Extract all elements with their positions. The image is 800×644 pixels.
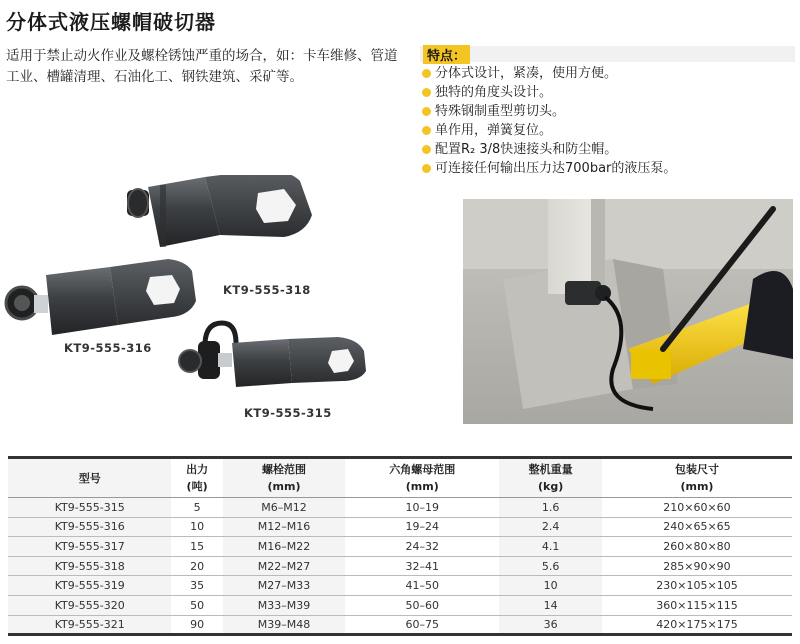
cell-bolt-range: M16–M22: [223, 537, 345, 557]
table-row: [8, 615, 792, 635]
cell-weight: 10: [499, 576, 602, 596]
feature-item: 独特的角度头设计。: [420, 83, 795, 102]
cell-force: 35: [171, 576, 222, 596]
cell-nut-range: 19–24: [345, 517, 499, 537]
cell-package-size: 360×115×115: [602, 595, 792, 615]
feature-item: 配置R₂ 3/8快速接头和防尘帽。: [420, 140, 795, 159]
table-row: [8, 517, 792, 537]
cell-nut-range: 60–75: [345, 615, 499, 635]
table-row: [8, 498, 792, 518]
cell-model: KT9-555-317: [8, 537, 171, 557]
tool-image-315: [179, 323, 366, 387]
table-row: [8, 576, 792, 596]
cell-package-size: 230×105×105: [602, 576, 792, 596]
cell-force: 5: [171, 498, 222, 518]
cell-bolt-range: M22–M27: [223, 556, 345, 576]
features-box: [420, 46, 795, 178]
cell-nut-range: 41–50: [345, 576, 499, 596]
cell-force: 10: [171, 517, 222, 537]
cell-model: KT9-555-316: [8, 517, 171, 537]
feature-item: 可连接任何输出压力达700bar的液压泵。: [420, 159, 795, 178]
cell-bolt-range: M27–M33: [223, 576, 345, 596]
cell-weight: 14: [499, 595, 602, 615]
cell-weight: 5.6: [499, 556, 602, 576]
cell-nut-range: 32–41: [345, 556, 499, 576]
features-list: [420, 64, 795, 178]
cell-force: 15: [171, 537, 222, 557]
cell-model: KT9-555-320: [8, 595, 171, 615]
table-header-row: [8, 458, 792, 498]
cell-model: KT9-555-315: [8, 498, 171, 518]
cell-bolt-range: M12–M16: [223, 517, 345, 537]
col-header-nut-range: 六角螺母范围 (mm): [345, 458, 499, 498]
spec-table: [8, 456, 792, 636]
cell-nut-range: 10–19: [345, 498, 499, 518]
cell-bolt-range: M33–M39: [223, 595, 345, 615]
cell-package-size: 240×65×65: [602, 517, 792, 537]
feature-item: 单作用，弹簧复位。: [420, 121, 795, 140]
col-header-bolt-range: 螺栓范围 (mm): [223, 458, 345, 498]
cell-nut-range: 50–60: [345, 595, 499, 615]
cell-weight: 36: [499, 615, 602, 635]
cell-package-size: 285×90×90: [602, 556, 792, 576]
cell-force: 50: [171, 595, 222, 615]
col-header-model: 型号: [8, 458, 171, 498]
col-header-package-size: 包装尺寸 (mm): [602, 458, 792, 498]
cell-model: KT9-555-319: [8, 576, 171, 596]
feature-item: 特殊钢制重型剪切头。: [420, 102, 795, 121]
usage-photo: [463, 199, 793, 424]
feature-item: 分体式设计，紧凑，使用方便。: [420, 64, 795, 83]
cell-weight: 1.6: [499, 498, 602, 518]
features-heading-bar: [420, 46, 795, 62]
product-images: [0, 175, 440, 445]
cell-force: 90: [171, 615, 222, 635]
product-label-315: KT9-555-315: [244, 406, 332, 420]
tool-image-316: [6, 259, 196, 335]
cell-package-size: 260×80×80: [602, 537, 792, 557]
table-row: [8, 595, 792, 615]
cell-weight: 4.1: [499, 537, 602, 557]
tool-image-318: [127, 175, 312, 247]
product-illustration: [0, 175, 440, 445]
cell-bolt-range: M39–M48: [223, 615, 345, 635]
product-label-318: KT9-555-318: [223, 283, 311, 297]
cell-nut-range: 24–32: [345, 537, 499, 557]
usage-photo-illustration: [463, 199, 793, 424]
intro-text: 适用于禁止动火作业及螺栓锈蚀严重的场合，如：卡车维修、管道工业、槽罐清理、石油化工、钢铁建筑、采矿等。: [6, 48, 398, 85]
product-label-316: KT9-555-316: [64, 341, 152, 355]
features-heading: 特点：: [423, 45, 470, 64]
col-header-force: 出力 (吨): [171, 458, 222, 498]
page-title: 分体式液压螺帽破切器: [6, 10, 216, 34]
cell-model: KT9-555-321: [8, 615, 171, 635]
cell-model: KT9-555-318: [8, 556, 171, 576]
table-row: [8, 556, 792, 576]
cell-package-size: 420×175×175: [602, 615, 792, 635]
col-header-weight: 整机重量 (kg): [499, 458, 602, 498]
table-row: [8, 537, 792, 557]
cell-bolt-range: M6–M12: [223, 498, 345, 518]
cell-force: 20: [171, 556, 222, 576]
cell-package-size: 210×60×60: [602, 498, 792, 518]
cell-weight: 2.4: [499, 517, 602, 537]
